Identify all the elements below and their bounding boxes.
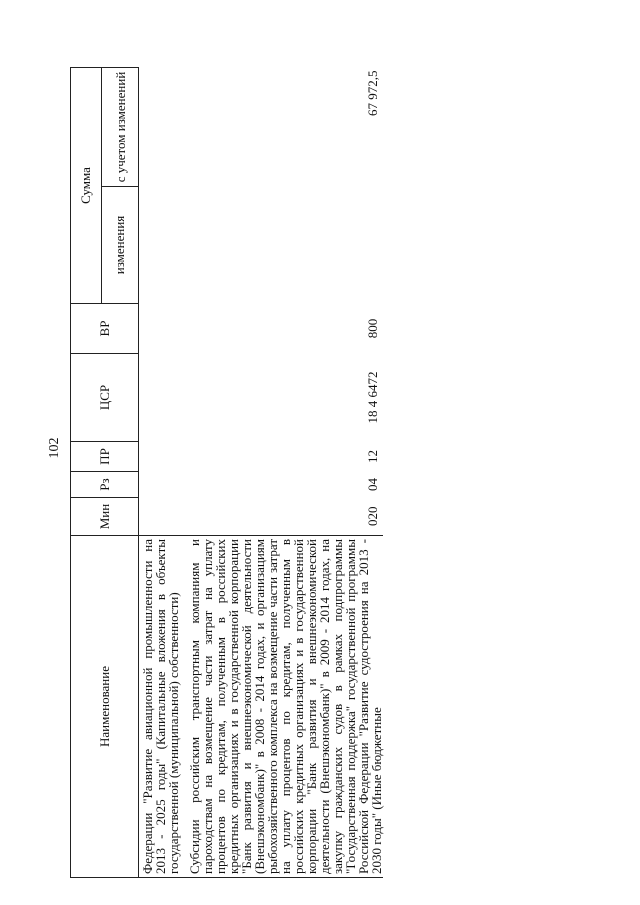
header-name: Наименование <box>71 536 139 878</box>
header-summa: Сумма <box>71 68 102 304</box>
header-pr: ПР <box>71 442 139 472</box>
row-pr: 12 <box>365 450 380 463</box>
table-row <box>139 68 189 878</box>
row-name: Субсидии российским транспортным компаниям и пароходствам на возмещение части затрат на уплату процентов по кредитам, полученным в российских кредитных организациях и в государственной корпорации "Банк развития и внешнеэкономической деятельности (Внешэкономбанк)" в 2008 - 2014 годах, и организациям рыбохозяйственного комплекса на возмещение части затрат на уплату процентов по кредитам, полученным в российских кредитных организациях и в государственной корпорации "Банк развития и внешнеэкономической деятельности (Внешэкономбанк)" в 2009 - 2014 годах, на закупку гражданских судов в рамках подпрограммы "Государственная поддержка" государственной программы Российской Федерации "Развитие судостроения на 2013 - 2030 годы" (Иные бюджетные <box>188 536 383 878</box>
row-s-uchetom: 67 972,5 <box>365 70 380 116</box>
row-csr <box>139 354 189 442</box>
row-min <box>139 498 189 536</box>
row-vr: 800 <box>365 318 380 339</box>
header-min: Мин <box>71 498 139 536</box>
row-izmeneniya <box>139 187 189 304</box>
row-vr <box>139 304 189 354</box>
table-row <box>188 68 383 878</box>
row-izmeneniya <box>188 187 383 304</box>
budget-table <box>70 67 383 878</box>
header-s-uchetom: с учетом изменений <box>102 68 139 187</box>
header-csr: ЦСР <box>71 354 139 442</box>
page-number: 102 <box>47 437 62 459</box>
row-rz <box>139 472 189 498</box>
budget-table-rotated <box>70 68 590 878</box>
header-rz: Рз <box>71 472 139 498</box>
header-izmeneniya: изменения <box>102 187 139 304</box>
header-vr: ВР <box>71 304 139 354</box>
row-min: 020 <box>365 506 380 526</box>
row-pr <box>139 442 189 472</box>
row-name: Федерации "Развитие авиационной промышленности на 2013 - 2025 годы" (Капитальные вложения в объекты государственной (муниципальной) собственности) <box>139 536 189 878</box>
row-csr: 18 4 6472 <box>365 371 380 424</box>
row-s-uchetom <box>139 68 189 187</box>
row-rz: 04 <box>365 478 380 491</box>
